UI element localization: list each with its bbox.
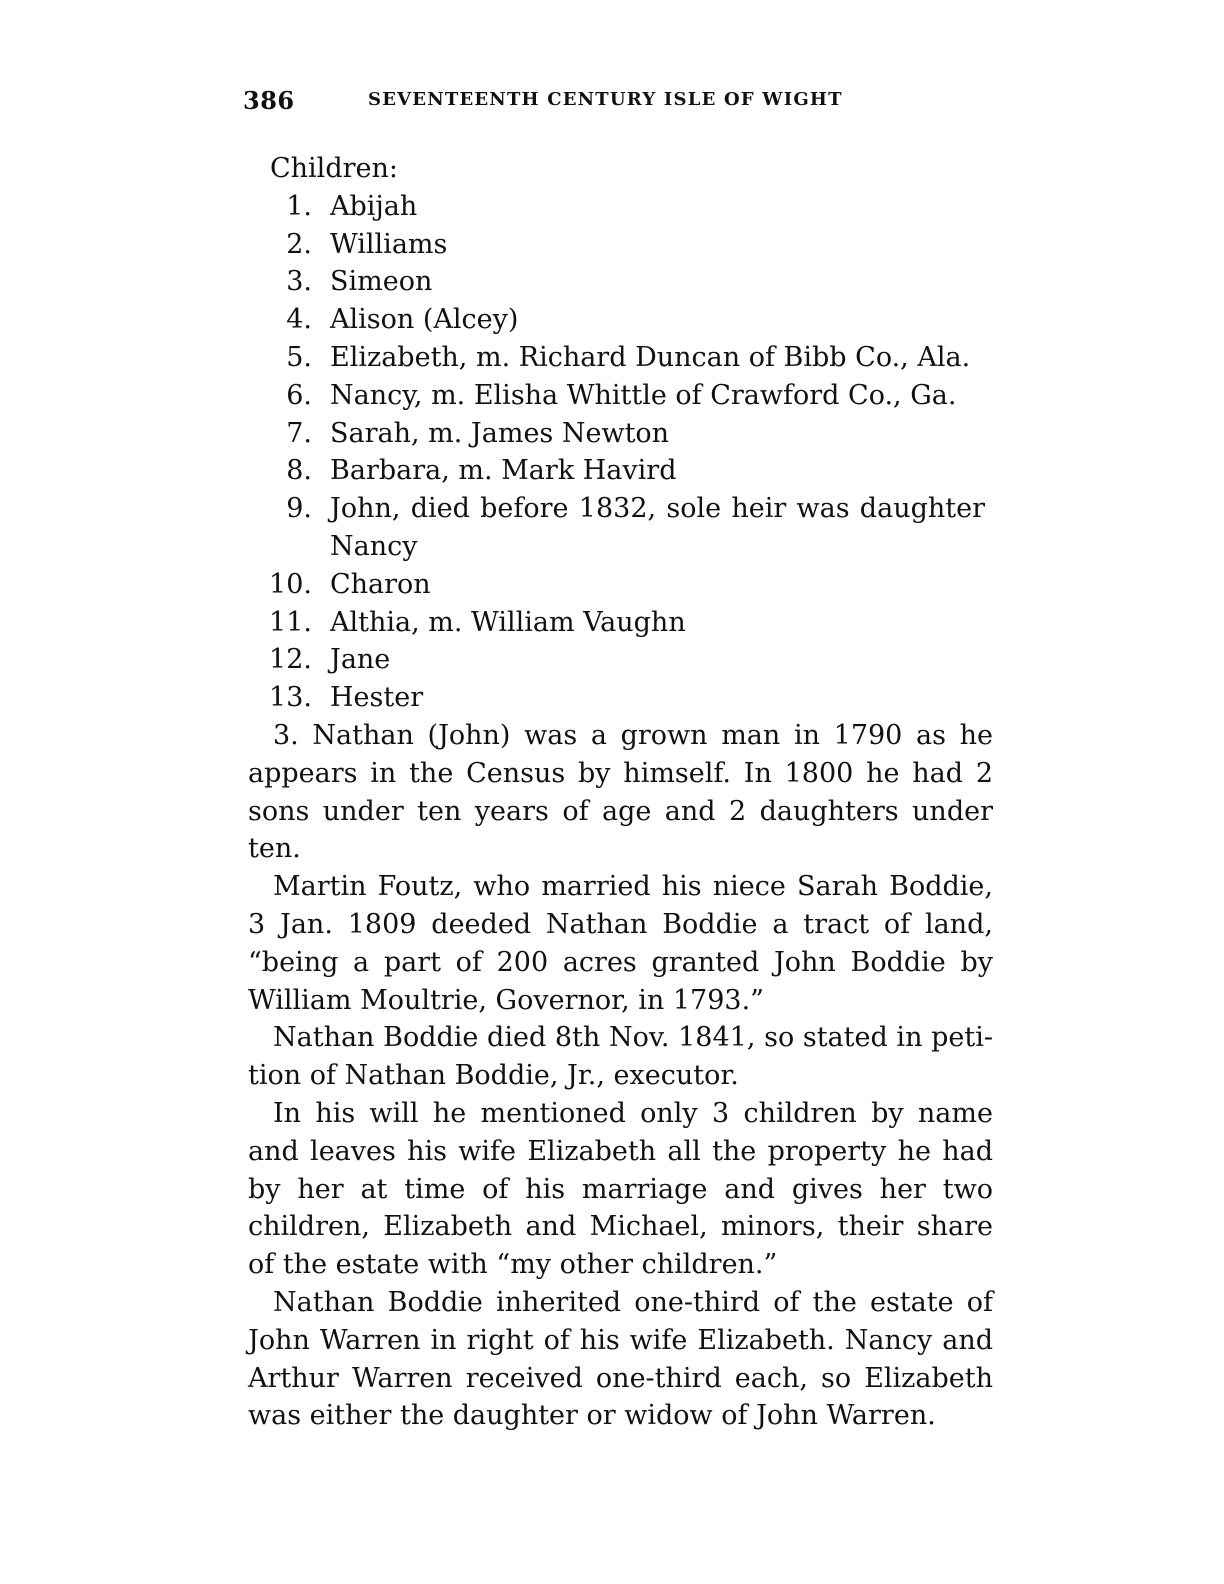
list-item-number: 12. bbox=[269, 644, 312, 676]
list-item-number: 9. bbox=[286, 493, 312, 525]
running-head bbox=[243, 86, 1003, 116]
list-item-text: Elizabeth, m. Richard Duncan of Bibb Co., Ala. bbox=[330, 341, 971, 373]
body-text bbox=[248, 150, 993, 1435]
list-item-text: John, died before 1832, sole heir was daughter Nancy bbox=[330, 493, 985, 562]
list-item-number: 11. bbox=[269, 606, 312, 638]
list-item bbox=[248, 226, 993, 264]
list-item bbox=[248, 415, 993, 453]
list-item bbox=[248, 641, 993, 679]
list-item bbox=[248, 188, 993, 226]
list-item-number: 7. bbox=[286, 417, 312, 449]
list-item-number: 3. bbox=[286, 266, 312, 298]
children-list bbox=[248, 188, 993, 717]
list-item bbox=[248, 301, 993, 339]
list-item bbox=[248, 339, 993, 377]
list-item-text: Jane bbox=[330, 644, 391, 676]
page-number: 386 bbox=[243, 86, 295, 115]
list-item-text: Nancy, m. Elisha Whittle of Crawford Co., Ga. bbox=[330, 379, 957, 411]
list-item-number: 2. bbox=[286, 228, 312, 260]
paragraph: Martin Foutz, who married his niece Sarah Boddie, 3 Jan. 1809 deeded Nathan Boddie a tract of land, “being a part of 200 acres granted John Boddie by William Moultrie, Governor, in 1793.” bbox=[248, 871, 993, 1016]
list-item-text: Althia, m. William Vaughn bbox=[330, 606, 686, 638]
list-item-text: Williams bbox=[330, 228, 448, 260]
list-item-text: Abijah bbox=[330, 190, 418, 222]
running-head-title: SEVENTEENTH CENTURY ISLE OF WIGHT bbox=[368, 89, 843, 110]
paragraph: In his will he mentioned only 3 children by name and leaves his wife Elizabeth all the property he had by her at time of his marriage and gives her two children, Elizabeth and Michael, minors, their share of the estate with “my other children.” bbox=[248, 1097, 993, 1281]
list-item-text: Sarah, m. James Newton bbox=[330, 417, 670, 449]
list-item-text: Charon bbox=[330, 568, 431, 600]
paragraph: 3. Nathan (John) was a grown man in 1790 as he appears in the Census by himself. In 1800 he had 2 sons under ten years of age and 2 daughters under ten. bbox=[248, 719, 993, 865]
list-item-text: Hester bbox=[330, 682, 424, 714]
paragraph: Nathan Boddie died 8th Nov. 1841, so stated in petition of Nathan Boddie, Jr., executor. bbox=[248, 1022, 993, 1092]
list-item bbox=[248, 263, 993, 301]
list-item-number: 1. bbox=[286, 190, 312, 222]
list-item-number: 6. bbox=[286, 379, 312, 411]
list-item bbox=[248, 604, 993, 642]
list-item bbox=[248, 452, 993, 490]
list-item-number: 8. bbox=[286, 455, 312, 487]
paragraph: Nathan Boddie inherited one-third of the estate of John Warren in right of his wife Elizabeth. Nancy and Arthur Warren received one-third each, so Elizabeth was either the daughter or widow of John Warren. bbox=[248, 1286, 993, 1432]
list-item bbox=[248, 377, 993, 415]
list-item-text: Alison (Alcey) bbox=[330, 304, 519, 336]
list-item-number: 4. bbox=[286, 304, 312, 336]
list-item-number: 10. bbox=[269, 568, 312, 600]
list-item bbox=[248, 490, 993, 566]
list-item bbox=[248, 566, 993, 604]
children-heading: Children: bbox=[270, 153, 398, 184]
list-item-number: 5. bbox=[286, 341, 312, 373]
list-item-text: Barbara, m. Mark Havird bbox=[330, 455, 677, 487]
list-item-text: Simeon bbox=[330, 266, 433, 298]
list-item bbox=[248, 679, 993, 717]
list-item-number: 13. bbox=[269, 682, 312, 714]
